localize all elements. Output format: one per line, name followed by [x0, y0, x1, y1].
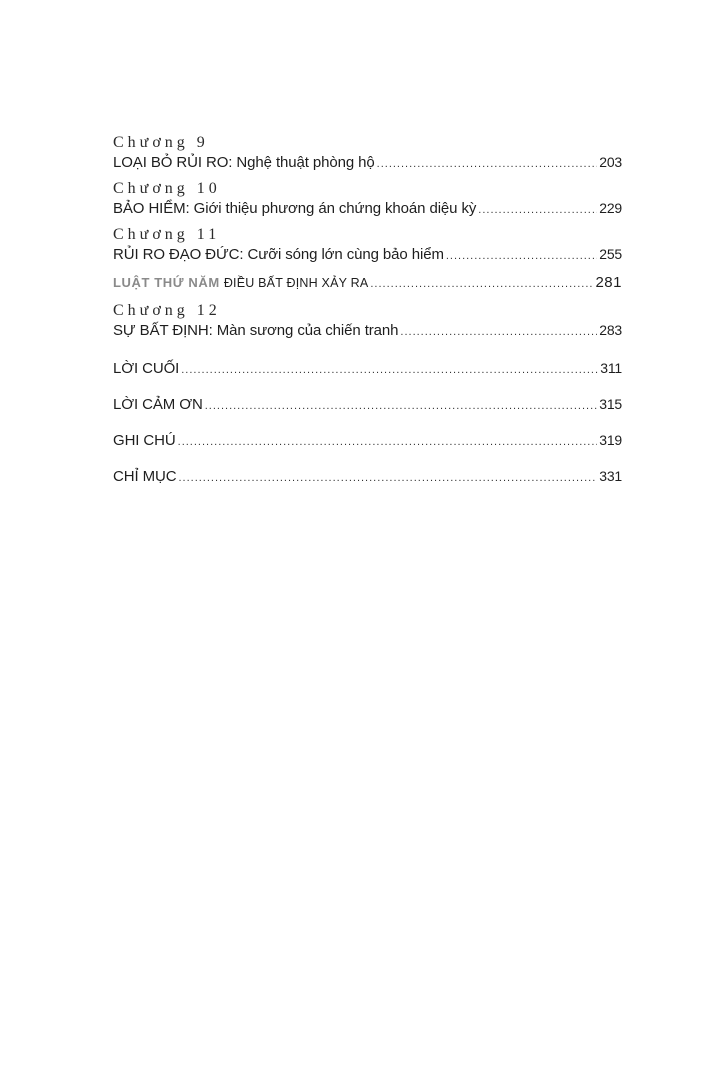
back-matter-epilogue[interactable] [113, 358, 622, 378]
toc-line[interactable] [113, 244, 622, 264]
page-number: 311 [600, 360, 622, 376]
back-matter-list [113, 358, 622, 486]
entry-title: CHỈ MỤC [113, 468, 177, 485]
part-heading [113, 272, 368, 294]
entry-title: GHI CHÚ [113, 432, 176, 449]
chapter-9-entry [113, 134, 622, 172]
chapter-title: RỦI RO ĐẠO ĐỨC: Cưỡi sóng lớn cùng bảo hiểm [113, 246, 444, 263]
chapter-12-entry [113, 302, 622, 340]
dot-leader [181, 360, 598, 380]
chapter-11-entry [113, 226, 622, 264]
toc-line[interactable] [113, 198, 622, 218]
dot-leader [478, 200, 597, 220]
entry-title: LỜI CẢM ƠN [113, 396, 203, 413]
table-of-contents [113, 134, 622, 502]
dot-leader [370, 273, 593, 295]
part-five-entry[interactable] [113, 272, 622, 294]
page-number: 281 [595, 274, 622, 291]
back-matter-acknowledgements[interactable] [113, 394, 622, 414]
chapter-label: Chương 9 [113, 134, 209, 151]
dot-leader [400, 322, 597, 342]
part-label: LUẬT THỨ NĂM [113, 275, 220, 290]
page-number: 331 [599, 468, 622, 484]
back-matter-notes[interactable] [113, 430, 622, 450]
dot-leader [178, 432, 598, 452]
page-number: 315 [599, 396, 622, 412]
page-number: 319 [599, 432, 622, 448]
page-number: 229 [599, 200, 622, 216]
chapter-title: LOẠI BỎ RỦI RO: Nghệ thuật phòng hộ [113, 154, 375, 171]
page-number: 283 [599, 322, 622, 338]
part-title: ĐIỀU BẤT ĐỊNH XẢY RA [223, 276, 369, 290]
page-number: 203 [599, 154, 622, 170]
page-number: 255 [599, 246, 622, 262]
chapter-label: Chương 11 [113, 226, 221, 243]
chapter-10-entry [113, 180, 622, 218]
dot-leader [205, 396, 598, 416]
chapter-label: Chương 10 [113, 180, 221, 197]
back-matter-index[interactable] [113, 466, 622, 486]
chapter-title: BẢO HIỂM: Giới thiệu phương án chứng khoán diệu kỳ [113, 200, 477, 217]
dot-leader [446, 246, 597, 266]
dot-leader [377, 154, 598, 174]
toc-line[interactable] [113, 320, 622, 340]
chapter-label: Chương 12 [113, 302, 221, 319]
dot-leader [178, 468, 597, 488]
toc-line[interactable] [113, 152, 622, 172]
chapter-title: SỰ BẤT ĐỊNH: Màn sương của chiến tranh [113, 322, 399, 339]
entry-title: LỜI CUỐI [113, 360, 180, 377]
